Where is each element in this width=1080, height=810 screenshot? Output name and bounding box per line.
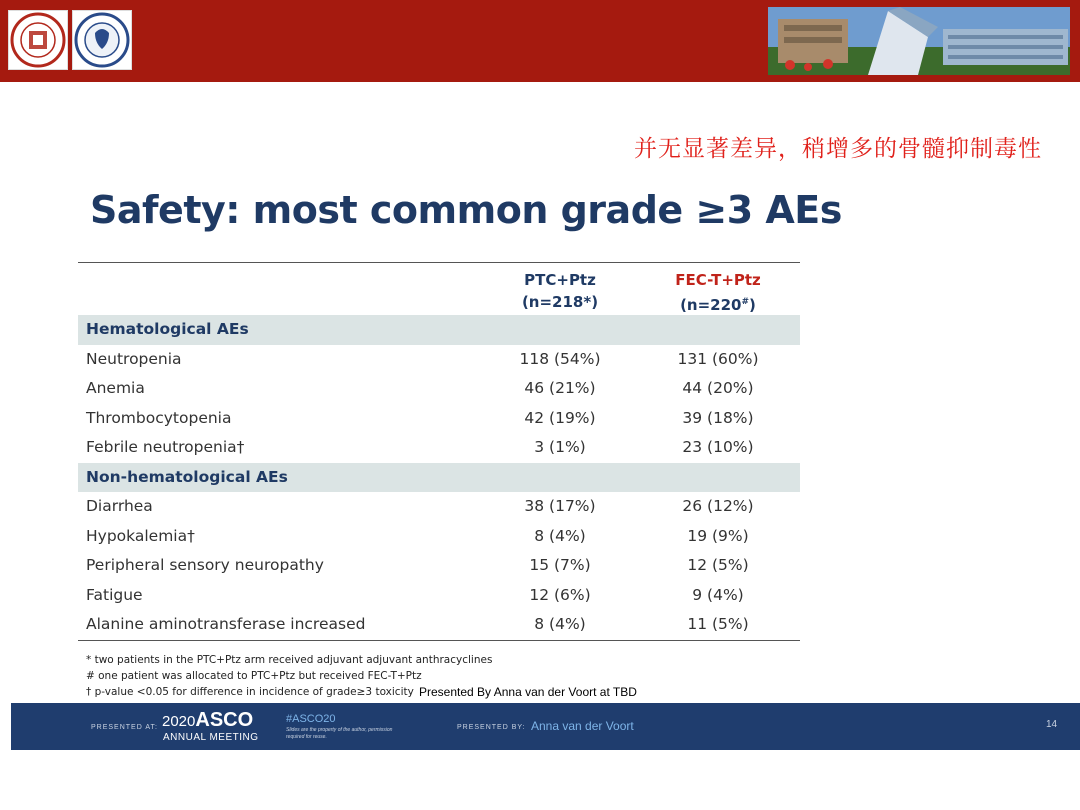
slide-title: Safety: most common grade ≥3 AEs: [90, 188, 842, 232]
chinese-subtitle: 并无显著差异，稍增多的骨髓抑制毒性: [634, 136, 1042, 162]
cancer-center-logo-icon: [72, 10, 132, 70]
page-number: 14: [1046, 719, 1058, 730]
ae-label: Fatigue: [86, 585, 143, 604]
col-ptc-arm: PTC+Ptz: [524, 271, 596, 289]
fec-value: 131 (60%): [677, 349, 759, 368]
col-ptc-n: (n=218*): [521, 293, 599, 311]
asco-logo: [162, 709, 253, 732]
section-title: Hematological AEs: [86, 320, 249, 338]
ae-label: Alanine aminotransferase increased: [86, 615, 366, 633]
fec-value: 9 (4%): [692, 585, 744, 604]
ae-label: Hypokalemia†: [86, 526, 195, 545]
fec-value: 39 (18%): [682, 408, 754, 427]
ae-label: Diarrhea: [86, 497, 153, 515]
ptc-value: 15 (7%): [529, 556, 591, 574]
footnote: * two patients in the PTC+Ptz arm received adjuvant adjuvant anthracyclines: [86, 654, 493, 666]
col-fec-n: (n=220: [680, 296, 742, 314]
ptc-value: 3 (1%): [534, 438, 586, 456]
ptc-value: 38 (17%): [524, 497, 596, 515]
table-row: [78, 522, 800, 552]
footnote: † p-value <0.05 for difference in incidence of grade≥3 toxicity: [86, 686, 414, 698]
asco-year: 2020: [162, 713, 196, 730]
asco-wordmark: ASCO: [195, 709, 254, 731]
fec-value: 12 (5%): [687, 556, 749, 574]
table-row: [78, 433, 800, 463]
ptc-value: 8 (4%): [534, 615, 586, 633]
fec-value: 11 (5%): [687, 615, 749, 633]
section-title: Non-hematological AEs: [86, 467, 288, 486]
col-fec-n-sup: #: [741, 297, 750, 307]
ptc-value: 12 (6%): [529, 585, 591, 604]
table-row: [78, 581, 800, 611]
top-banner: [0, 0, 1080, 82]
annual-meeting-label: ANNUAL MEETING: [163, 732, 259, 743]
slides-property-note: Slides are the property of the author, permission required for reuse.: [286, 727, 393, 740]
table-row: [78, 551, 800, 581]
table-row: [78, 345, 800, 375]
section-header-hematological: [78, 315, 800, 345]
presented-by-line: Presented By Anna van der Voort at TBD: [419, 685, 637, 699]
ptc-value: 118 (54%): [519, 349, 601, 368]
ae-label: Neutropenia: [86, 349, 182, 368]
table-row: [78, 374, 800, 404]
fec-value: 19 (9%): [687, 526, 749, 545]
fec-value: 44 (20%): [682, 379, 754, 397]
ptc-value: 8 (4%): [534, 526, 586, 545]
presented-at-label: PRESENTED AT:: [91, 724, 158, 731]
ae-label: Thrombocytopenia: [86, 408, 232, 427]
ptc-value: 42 (19%): [524, 408, 596, 427]
presented-by-label: PRESENTED BY:: [457, 724, 526, 731]
fec-value: 23 (10%): [682, 438, 754, 456]
ae-table: [78, 262, 800, 641]
col-fec-n-close: ): [749, 296, 756, 314]
asco-footer: [11, 703, 1080, 750]
col-fec-arm: FEC-T+Ptz: [675, 271, 761, 289]
hospital-buildings-photo: [768, 7, 1070, 75]
table-row: [78, 492, 800, 522]
fec-value: 26 (12%): [682, 497, 754, 515]
ae-label: Febrile neutropenia†: [86, 438, 245, 456]
ptc-value: 46 (21%): [524, 379, 596, 397]
table-header: [78, 263, 800, 315]
table-bottom-rule: [78, 640, 800, 641]
presenter-name: Anna van der Voort: [531, 719, 634, 733]
table-row: [78, 404, 800, 434]
table-row: [78, 610, 800, 640]
ae-label: Peripheral sensory neuropathy: [86, 556, 324, 574]
ae-label: Anemia: [86, 379, 145, 397]
section-header-non-hematological: [78, 463, 800, 493]
hashtag: #ASCO20: [286, 713, 336, 725]
fudan-university-logo-icon: [8, 10, 68, 70]
footnote: # one patient was allocated to PTC+Ptz but received FEC-T+Ptz: [86, 670, 422, 682]
